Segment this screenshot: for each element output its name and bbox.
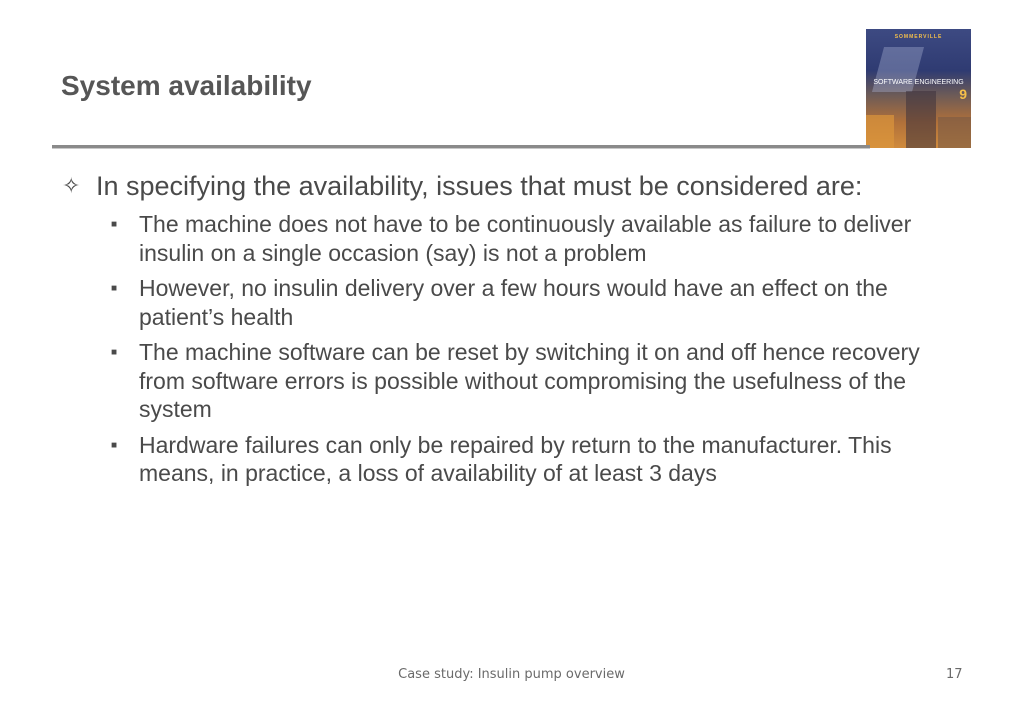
square-bullet-icon: ■ (111, 439, 118, 451)
list-item (110, 210, 960, 267)
main-point (60, 170, 960, 204)
four-point-star-icon: ✧ (62, 174, 81, 199)
footer-text: Case study: Insulin pump overview (398, 667, 625, 682)
sub-point-list (60, 210, 960, 488)
cover-graphic (938, 117, 971, 148)
book-edition: 9 (959, 86, 967, 102)
main-point-text: In specifying the availability, issues that must be considered are: (96, 171, 863, 201)
title-divider (52, 145, 870, 149)
list-item (110, 274, 960, 331)
book-title: SOFTWARE ENGINEERING (873, 79, 964, 86)
square-bullet-icon: ■ (111, 219, 118, 230)
list-item (110, 431, 960, 488)
sub-point-text: However, no insulin delivery over a few hours would have an effect on the patient’s health (139, 275, 888, 330)
sub-point-text: The machine does not have to be continuously available as failure to deliver insulin on a single occasion (say) is not a problem (139, 211, 912, 266)
cover-graphic (906, 91, 936, 148)
slide-body (60, 170, 960, 495)
book-author: SOMMERVILLE (894, 34, 943, 40)
sub-point-text: Hardware failures can only be repaired by return to the manufacturer. This means, in practice, a loss of availability of at least 3 days (139, 431, 892, 486)
list-item (110, 338, 960, 424)
slide-title: System availability (61, 70, 312, 101)
book-cover-image (866, 29, 971, 148)
square-bullet-icon: ■ (111, 283, 118, 294)
cover-graphic (866, 115, 894, 148)
square-bullet-icon: ■ (111, 347, 118, 358)
sub-point-text: The machine software can be reset by switching it on and off hence recovery from software errors is possible without compromising the usefulness of the system (139, 339, 920, 422)
page-number: 17 (946, 667, 963, 682)
